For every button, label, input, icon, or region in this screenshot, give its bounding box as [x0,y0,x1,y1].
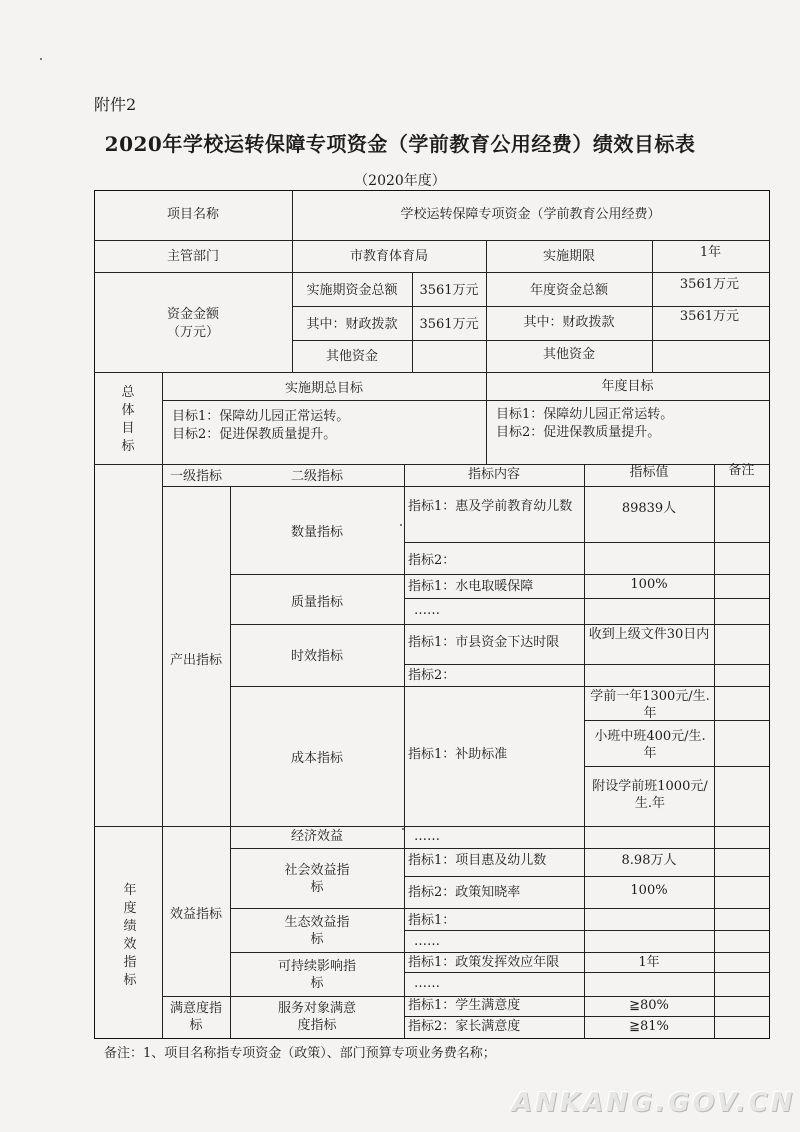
period-goal-header: 实施期总目标 [284,381,363,396]
scan-dot [40,58,42,60]
site-watermark: ANKANG.GOV.CN [512,1088,796,1118]
annual-fiscal-label: 其中：财政拨款 [523,315,615,330]
quantity-indicator-label: 数量指标 [290,525,343,540]
social-indicator-2: 指标2：政策知晓率 [408,885,521,900]
year-label: （2020年度） [354,173,446,189]
annual-indicator-side-label: 年度绩效指标 [123,883,137,988]
sustainability-indicator-2: …… [414,976,440,991]
period-label: 实施期限 [542,249,595,264]
quality-indicator-2: …… [414,603,440,618]
cost-value-1a: 学前一年1300元/生.年 [590,689,710,721]
period-goal-2: 目标2：促进保教质量提升。 [172,427,337,442]
total-funds-value: 3561万元 [419,283,479,298]
cost-indicator-1: 指标1：补助标准 [408,747,508,762]
annual-other-label: 其他资金 [542,347,595,362]
annual-total-value: 3561万元 [679,277,739,292]
project-name-label: 项目名称 [166,207,219,222]
funds-unit: （万元） [166,325,219,340]
sustainability-value-1: 1年 [638,955,660,970]
quality-indicator-1: 指标1：水电取暖保障 [408,579,534,594]
quantity-value-1: 89839人 [621,501,677,516]
period-goal-1: 目标1：保障幼儿园正常运转。 [172,409,350,424]
output-indicator-label: 产出指标 [169,653,222,668]
footer-note: 备注：1、项目名称指专项资金（政策）、部门预算专项业务费名称； [104,1046,496,1061]
satisfaction-value-1: ≧80% [629,998,669,1013]
quality-value-1: 100% [630,577,668,592]
total-funds-label: 实施期资金总额 [306,283,398,298]
annual-goal-header: 年度目标 [601,379,654,394]
scan-dot [402,828,404,830]
fiscal-value: 3561万元 [419,317,479,332]
ecological-benefit-label: 生态效益指标 [284,915,350,947]
col-level1-header: 一级指标 [169,469,222,484]
sustainability-label: 可持续影响指标 [277,959,356,991]
col-level2-header: 二级指标 [290,469,343,484]
other-funds-label: 其他资金 [325,349,378,364]
cost-value-1b: 小班中班400元/生.年 [594,729,706,761]
annual-fiscal-value: 3561万元 [679,309,739,324]
cost-value-1c: 附设学前班1000元/生.年 [592,779,708,811]
benefit-indicator-label: 效益指标 [169,907,222,922]
service-satisfaction-label: 服务对象满意度指标 [277,1001,356,1033]
page-title: 2020年学校运转保障专项资金（学前教育公用经费）绩效目标表 [104,132,696,156]
social-benefit-label: 社会效益指标 [284,863,350,895]
dept-value: 市教育体育局 [349,249,428,264]
ecological-indicator-2: …… [414,934,440,949]
time-indicator-1: 指标1：市县资金下达时限 [408,635,560,650]
attachment-label: 附件2 [94,95,137,114]
social-value-2: 100% [630,883,668,898]
time-indicator-label: 时效指标 [290,649,343,664]
quantity-indicator-2: 指标2： [408,553,456,568]
col-content-header: 指标内容 [467,467,520,482]
col-remark-header: 备注 [728,463,755,478]
annual-total-label: 年度资金总额 [529,283,608,298]
time-indicator-2: 指标2： [408,668,456,683]
fiscal-label: 其中：财政拨款 [306,317,398,332]
satisfaction-indicator-1: 指标1：学生满意度 [408,998,521,1013]
sustainability-indicator-1: 指标1：政策发挥效应年限 [408,955,560,970]
satisfaction-value-2: ≧81% [629,1019,669,1034]
ecological-indicator-1: 指标1： [408,913,456,928]
satisfaction-indicator-2: 指标2：家长满意度 [408,1019,521,1034]
scan-dot [400,524,402,526]
quality-indicator-label: 质量指标 [290,595,343,610]
project-name-value: 学校运转保障专项资金（学前教育公用经费） [400,207,661,222]
period-value: 1年 [699,245,722,260]
economic-benefit-content: …… [414,829,440,844]
col-value-header: 指标值 [629,465,669,480]
economic-benefit-label: 经济效益 [290,829,343,844]
cost-indicator-label: 成本指标 [290,751,343,766]
social-value-1: 8.98万人 [621,853,677,868]
annual-goal-1: 目标1：保障幼儿园正常运转。 [496,407,674,422]
satisfaction-indicator-label: 满意度指标 [169,1001,222,1033]
overall-goal-label: 总体目标 [121,385,135,454]
quantity-indicator-1: 指标1：惠及学前教育幼儿数 [408,499,573,514]
dept-label: 主管部门 [166,249,219,264]
social-indicator-1: 指标1：项目惠及幼儿数 [408,853,547,868]
annual-goal-2: 目标2：促进保教质量提升。 [496,425,661,440]
time-value-1: 收到上级文件30日内 [588,627,710,642]
funds-label: 资金金额 [166,307,219,322]
